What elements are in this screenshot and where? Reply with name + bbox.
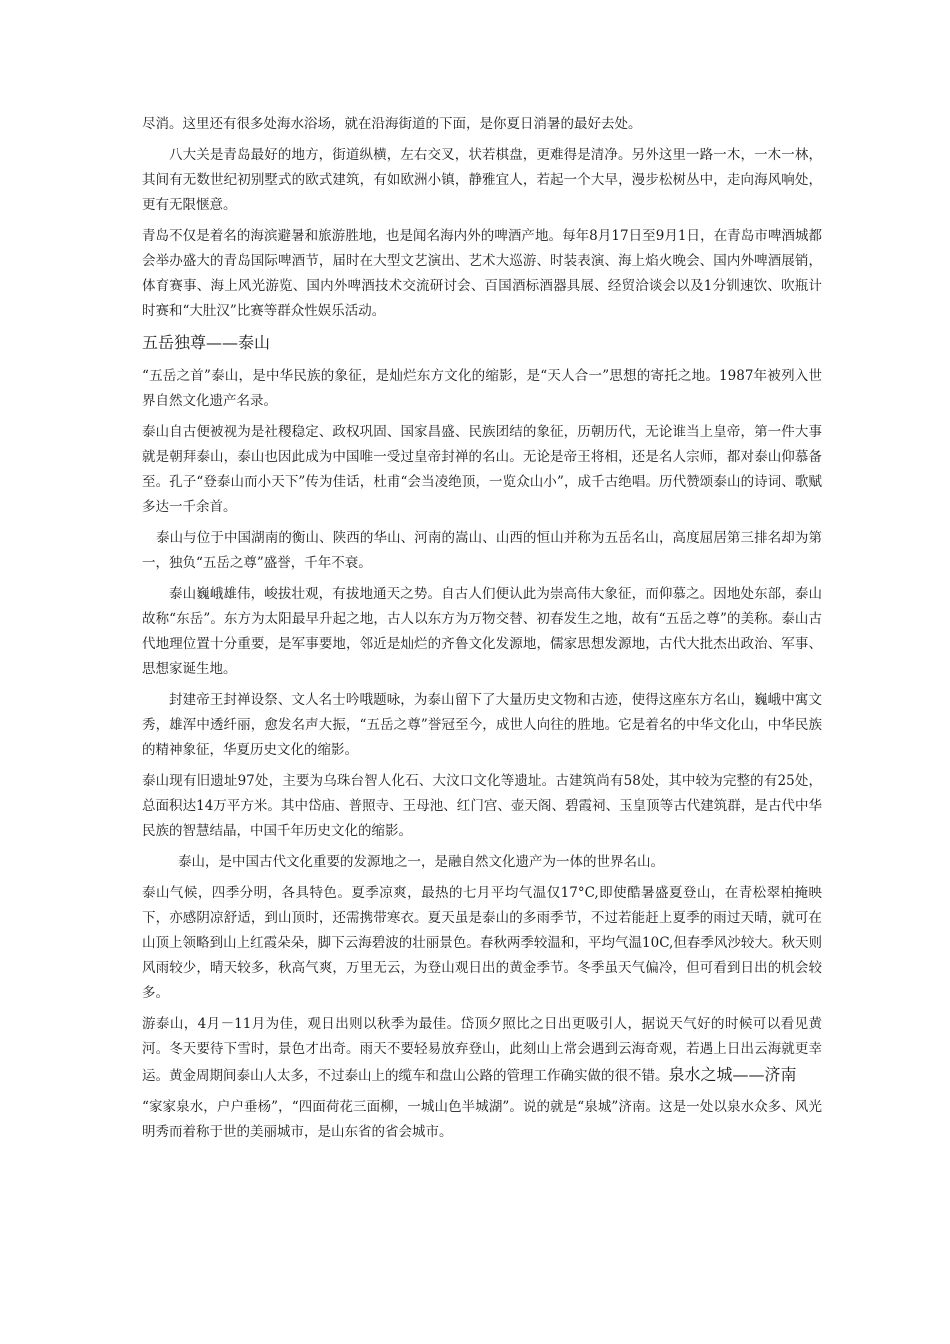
paragraph-text: 游泰山，4月－11月为佳，观日出则以秋季为最佳。岱顶夕照比之日出更吸引人，据说天气好的时候可以看见黄河。冬天要待下雪时，景色才出奇。雨天不要轻易放弃登山，此刻山上常会遇到云海奇观，若遇上日出云海就更幸运。黄金周期间泰山人太多，不过泰山上的缆车和盘山公路的管理工作确实做的很不错。 bbox=[142, 1016, 822, 1084]
paragraph: 泰山，是中国古代文化重要的发源地之一，是融自然文化遗产为一体的世界名山。 bbox=[178, 854, 664, 870]
paragraph: 尽消。这里还有很多处海水浴场，就在沿海街道的下面，是你夏日消暑的最好去处。 bbox=[142, 116, 642, 132]
paragraph: 泰山现有旧遗址97处，主要为乌珠台智人化石、大汶口文化等遗址。古建筑尚有58处，其中较为完整的有25处，总面积达14万平方米。其中岱庙、普照寺、王母池、红门宫、壶天阁、碧霞祠、玉皇顶等古代建筑群，是古代中华民族的智慧结晶，中国千年历史文化的缩影。 bbox=[142, 773, 822, 839]
paragraph: “五岳之首”泰山，是中华民族的象征，是灿烂东方文化的缩影，是“天人合一”思想的寄托之地。1987年被列入世界自然文化遗产名录。 bbox=[142, 368, 822, 409]
section-heading-jinan: 泉水之城——济南 bbox=[668, 1065, 797, 1084]
paragraph: “家家泉水，户户垂杨”，“四面荷花三面柳，一城山色半城湖”。说的就是“泉城”济南。这是一处以泉水众多、风光明秀而着称于世的美丽城市，是山东省的省会城市。 bbox=[142, 1099, 822, 1140]
section-heading-taishan: 五岳独尊——泰山 bbox=[142, 333, 271, 352]
paragraph-with-inline-heading bbox=[142, 1012, 822, 1089]
paragraph: 青岛不仅是着名的海滨避暑和旅游胜地，也是闻名海内外的啤酒产地。每年8月17日至9月1日，在青岛市啤酒城都会举办盛大的青岛国际啤酒节，届时在大型文艺演出、艺术大巡游、时装表演、海上焰火晚会、国内外啤酒展销，体育赛事、海上风光游览、国内外啤酒技术交流研讨会、百国酒标酒器具展、经贸洽谈会以及1分钏速饮、吹瓶计时赛和“大肚汉”比赛等群众性娱乐活动。 bbox=[142, 228, 822, 319]
paragraph: 泰山与位于中国湖南的衡山、陕西的华山、河南的嵩山、山西的恒山并称为五岳名山，高度屈居第三排名却为第一，独负“五岳之尊”盛誉，千年不衰。 bbox=[142, 530, 822, 571]
paragraph: 泰山巍峨雄伟，峻拔壮观，有拔地通天之势。自古人们便认此为崇高伟大象征，而仰慕之。因地处东部，泰山故称“东岳”。东方为太阳最早升起之地，古人以东方为万物交替、初春发生之地，故有“五岳之尊”的美称。泰山古代地理位置十分重要，是军事要地，邻近是灿烂的齐鲁文化发源地，儒家思想发源地，古代大批杰出政治、军事、思想家诞生地。 bbox=[142, 586, 822, 677]
paragraph: 泰山气候，四季分明，各具特色。夏季凉爽，最热的七月平均气温仅17°C,即使酷暑盛夏登山，在青松翠柏掩映下，亦感阴凉舒适，到山顶时，还需携带寒衣。夏天虽是泰山的多雨季节，不过若能赶上夏季的雨过天晴，就可在山顶上领略到山上红霞朵朵，脚下云海碧波的壮丽景色。春秋两季较温和，平均气温10C,但春季风沙较大。秋天则风雨较少，晴天较多，秋高气爽，万里无云，为登山观日出的黄金季节。冬季虽天气偏冷，但可看到日出的机会较多。 bbox=[142, 885, 822, 1001]
paragraph: 泰山自古便被视为是社稷稳定、政权巩固、国家昌盛、民族团结的象征，历朝历代，无论谁当上皇帝，第一件大事就是朝拜泰山，泰山也因此成为中国唯一受过皇帝封禅的名山。无论是帝王将相，还是名人宗师，都对泰山仰慕备至。孔子“登泰山而小天下”传为佳话，杜甫“会当凌绝顶，一览众山小”，成千古绝唱。历代赞颂泰山的诗词、歌赋多达一千余首。 bbox=[142, 424, 822, 515]
document-page bbox=[142, 112, 822, 1151]
paragraph: 八大关是青岛最好的地方，街道纵横，左右交叉，状若棋盘，更难得是清净。另外这里一路一木，一木一林，其间有无数世纪初别墅式的欧式建筑，有如欧洲小镇，静雅宜人，若起一个大早，漫步松树丛中，走向海风响处，更有无限惬意。 bbox=[142, 147, 822, 213]
paragraph: 封建帝王封禅设祭、文人名士吟哦题咏，为泰山留下了大量历史文物和古迹，使得这座东方名山，巍峨中寓文秀，雄浑中透纤丽，愈发名声大振，“五岳之尊”誉冠至今，成世人向往的胜地。它是着名的中华文化山，中华民族的精神象征，华夏历史文化的缩影。 bbox=[142, 692, 822, 758]
